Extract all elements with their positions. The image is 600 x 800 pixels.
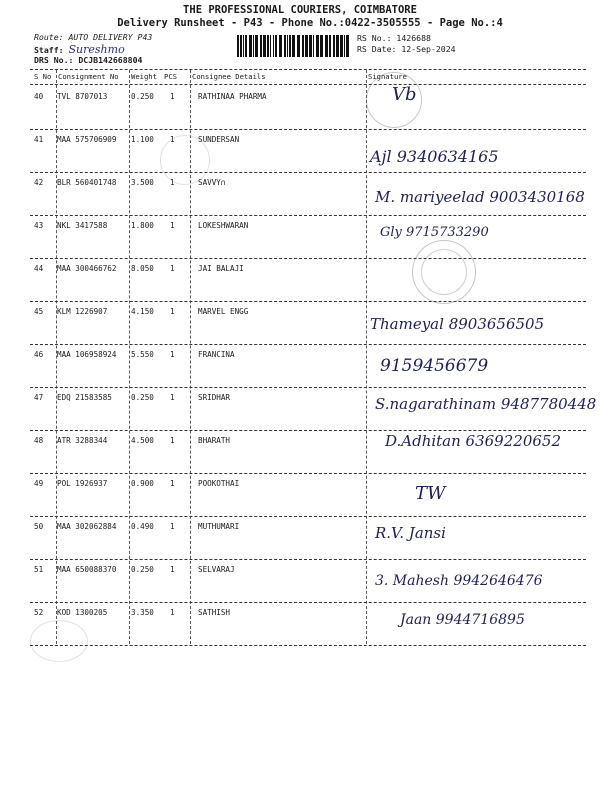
row-signature: Thameyal 8903656505 <box>370 315 545 333</box>
row-consignee: FRANCINA <box>198 350 235 359</box>
row-signature: Gly 9715733290 <box>380 225 489 240</box>
row-divider <box>30 215 586 216</box>
col-header-weight: Weight <box>131 72 157 81</box>
row-divider <box>30 645 586 646</box>
row-consignee: SAVVY∩ <box>198 178 226 187</box>
row-pcs: 1 <box>170 608 175 617</box>
col-header-pcs: PCS <box>164 72 177 81</box>
row-sno: 42 <box>34 178 44 187</box>
row-sno: 49 <box>34 479 44 488</box>
row-consignment-no: MAA 650088370 <box>57 565 117 574</box>
row-consignee: SRIDHAR <box>198 393 231 402</box>
row-consignment-no: BLR 560401748 <box>57 178 117 187</box>
row-consignee: JAI BALAJI <box>198 264 244 273</box>
row-consignment-no: ATR 3288344 <box>57 436 108 445</box>
row-weight: 0.490 <box>131 522 154 531</box>
table-row <box>0 264 600 306</box>
row-signature: Ajl 9340634165 <box>370 147 499 166</box>
row-consignment-no: KLM 1226907 <box>57 307 108 316</box>
row-consignment-no: POL 1926937 <box>57 479 108 488</box>
col-header-signature: Signature <box>368 72 407 81</box>
row-consignment-no: EDQ 21583585 <box>57 393 112 402</box>
table-row <box>0 350 600 392</box>
row-weight: 4.500 <box>131 436 154 445</box>
runsheet-subtitle: Delivery Runsheet - P43 - Phone No.:0422-3505555 - Page No.:4 <box>117 17 503 29</box>
table-row <box>0 393 600 435</box>
row-divider <box>30 559 586 560</box>
row-divider <box>30 344 586 345</box>
row-sno: 40 <box>34 92 44 101</box>
table-row <box>0 522 600 564</box>
header-bottom-rule <box>30 84 586 85</box>
row-divider <box>30 430 586 431</box>
row-pcs: 1 <box>170 178 175 187</box>
row-sno: 47 <box>34 393 44 402</box>
row-pcs: 1 <box>170 479 175 488</box>
row-signature: S.nagarathinam 9487780448 <box>375 395 597 413</box>
company-stamp <box>412 240 476 304</box>
table-row <box>0 221 600 263</box>
rs-date: RS Date: 12-Sep-2024 <box>357 44 456 54</box>
row-weight: 5.550 <box>131 350 154 359</box>
table-row <box>0 432 600 478</box>
row-weight: 0.250 <box>131 92 154 101</box>
row-consignee: LOKESHWARAN <box>198 221 249 230</box>
row-consignment-no: NKL 3417588 <box>57 221 108 230</box>
row-pcs: 1 <box>170 565 175 574</box>
row-weight: 0.250 <box>131 393 154 402</box>
row-consignee: BHARATH <box>198 436 231 445</box>
table-row <box>0 565 600 607</box>
row-consignee: SATHISH <box>198 608 231 617</box>
row-pcs: 1 <box>170 436 175 445</box>
row-consignment-no: MAA 302062884 <box>57 522 117 531</box>
row-sno: 46 <box>34 350 44 359</box>
row-consignee: POOKOTHAI <box>198 479 240 488</box>
drs-number: DRS No.: DCJB142668804 <box>34 55 143 65</box>
row-pcs: 1 <box>170 393 175 402</box>
row-sno: 50 <box>34 522 44 531</box>
row-pcs: 1 <box>170 135 175 144</box>
rs-number: RS No.: 1426688 <box>357 33 431 43</box>
col-header-sno: S No <box>34 72 52 81</box>
row-pcs: 1 <box>170 221 175 230</box>
row-pcs: 1 <box>170 92 175 101</box>
row-signature: 9159456679 <box>380 356 489 376</box>
row-divider <box>30 172 586 173</box>
row-divider <box>30 129 586 130</box>
row-consignment-no: MAA 575706909 <box>57 135 117 144</box>
table-row <box>0 307 600 349</box>
row-consignment-no: MAA 106958924 <box>57 350 117 359</box>
row-sno: 52 <box>34 608 44 617</box>
row-divider <box>30 301 586 302</box>
row-weight: 1.800 <box>131 221 154 230</box>
row-sno: 43 <box>34 221 44 230</box>
row-divider <box>30 387 586 388</box>
table-row <box>0 178 600 220</box>
row-weight: 1.100 <box>131 135 154 144</box>
row-divider <box>30 473 586 474</box>
col-header-consignee: Consignee Details <box>192 72 266 81</box>
company-stamp <box>160 135 210 185</box>
company-stamp <box>366 72 422 128</box>
row-signature: Jaan 9944716895 <box>400 612 525 628</box>
table-row <box>0 84 600 134</box>
row-signature: Vb <box>392 84 417 105</box>
row-consignment-no: MAA 300466762 <box>57 264 117 273</box>
table-row <box>0 135 600 177</box>
row-weight: 0.250 <box>131 565 154 574</box>
row-weight: 3.500 <box>131 178 154 187</box>
row-consignee: SUNDERSAN <box>198 135 240 144</box>
row-divider <box>30 258 586 259</box>
row-consignment-no: TVL 8707013 <box>57 92 108 101</box>
company-stamp <box>421 249 467 295</box>
row-consignee: SELVARAJ <box>198 565 235 574</box>
row-signature: R.V. Jansi <box>375 524 446 542</box>
row-sno: 51 <box>34 565 44 574</box>
row-sno: 45 <box>34 307 44 316</box>
row-signature: TW <box>415 483 446 504</box>
header-top-rule <box>30 69 586 70</box>
staff-signature: Sureshmo <box>68 43 125 56</box>
table-row <box>0 479 600 521</box>
row-sno: 44 <box>34 264 44 273</box>
row-pcs: 1 <box>170 307 175 316</box>
row-sno: 41 <box>34 135 44 144</box>
company-title: THE PROFESSIONAL COURIERS, COIMBATORE <box>183 4 417 16</box>
row-weight: 0.900 <box>131 479 154 488</box>
barcode-icon <box>237 35 349 57</box>
row-weight: 4.150 <box>131 307 154 316</box>
row-weight: 8.050 <box>131 264 154 273</box>
row-signature: D.Adhitan 6369220652 <box>385 432 561 450</box>
row-pcs: 1 <box>170 522 175 531</box>
row-consignment-no: KOD 1300205 <box>57 608 108 617</box>
row-consignee: MARVEL ENGG <box>198 307 249 316</box>
row-signature: 3. Mahesh 9942646476 <box>375 573 543 589</box>
row-weight: 3.350 <box>131 608 154 617</box>
row-divider <box>30 516 586 517</box>
row-consignee: MUTHUMARI <box>198 522 240 531</box>
row-pcs: 1 <box>170 264 175 273</box>
table-row <box>0 608 600 650</box>
row-pcs: 1 <box>170 350 175 359</box>
row-signature: M. mariyeelad 9003430168 <box>375 188 585 206</box>
row-consignee: RATHINAA PHARMA <box>198 92 267 101</box>
route-label: Route: AUTO DELIVERY P43 <box>34 32 153 42</box>
staff-label: Staff: <box>34 45 64 55</box>
row-sno: 48 <box>34 436 44 445</box>
company-stamp <box>30 620 88 662</box>
col-header-consignment: Consignment No <box>58 72 119 81</box>
row-divider <box>30 602 586 603</box>
